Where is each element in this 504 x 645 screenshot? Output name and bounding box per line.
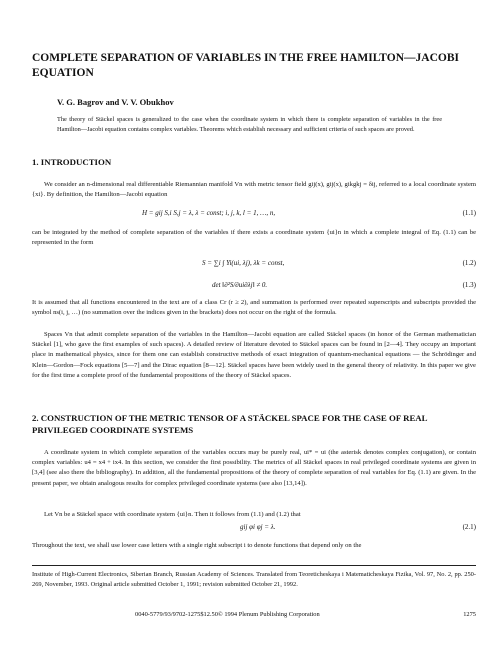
page-number: 1275 [463, 611, 476, 618]
section-1-paragraph-1: We consider an n-dimensional real differentiable Riemannian manifold Vn with metric tensor field gij(x), gij(x), gikgkj = δij, referred to a local coordinate system {xi}. By definition, the Hamilton—Jacobi equation [32, 181, 476, 199]
equation-1-2-expression: S = ∑i ∫ Yi(ui, λj), λk = const, [202, 259, 285, 267]
equation-1-1 [32, 209, 476, 223]
abstract: The theory of Stäckel spaces is generalized to the case when the coordinate system in which there is complete separation of variables in the free Hamilton—Jacobi equation contains complex variables. Theorems which establish necessary and sufficient criteria of such spaces are proved. [57, 116, 442, 133]
equation-1-2 [32, 259, 476, 273]
paper-authors: V. G. Bagrov and V. V. Obukhov [57, 97, 174, 107]
copyright-line: 0040-5779/93/9702-1275$12.50© 1994 Plenum Publishing Corporation [135, 611, 320, 618]
section-2-heading: 2. CONSTRUCTION OF THE METRIC TENSOR OF A STÄCKEL SPACE FOR THE CASE OF REAL PRIVILEGED COORDINATE SYSTEMS [32, 413, 428, 435]
section-2-paragraph-2: Let Vn be a Stäckel space with coordinate system {ui}n. Then it follows from (1.1) and (1.2) that [44, 511, 301, 518]
section-1-heading: 1. INTRODUCTION [32, 157, 112, 167]
section-1-paragraph-3: It is assumed that all functions encountered in the text are of a class Cr (r ≥ 2), and summation is performed over repeated superscripts and subscripts provided the symbol ns(i, j, …) (no summation over the indices given in the brackets) does not occur on the right of the formula. [32, 299, 476, 317]
equation-1-1-number: (1.1) [462, 209, 476, 217]
footnote-divider [32, 565, 476, 566]
equation-2-1-number: (2.1) [462, 523, 476, 531]
section-2-paragraph-3: Throughout the text, we shall use lower case letters with a single right subscript i to denote functions that depend only on the [32, 542, 362, 549]
section-1-paragraph-2: can be integrated by the method of complete separation of the variables if there exists a coordinate system {ui}n in which a complete integral of Eq. (1.1) can be represented in the form [32, 229, 476, 247]
section-1-paragraph-4: Spaces Vn that admit complete separation of the variables in the Hamilton—Jacobi equation are called Stäckel spaces (in honor of the German mathematician Stäckel [1], who gave the first examples of such spaces). A detailed review of literature devoted to Stäckel spaces can be found in [2—4]. They occupy an important place in mathematical physics, since for them one can establish constructive methods of exact integration of quantum-mechanical equations — the Schrödinger and Klein—Gordon—Fock equations [5—7] and the Dirac equation [8—12]. Stäckel spaces have been widely used in the general theory of relativity. In this paper we give for the first time a complete proof of the fundamental propositions of the theory of Stäckel spaces. [32, 331, 476, 379]
equation-1-3-expression: det ‖∂²S/∂ui∂λj‖ ≠ 0. [212, 281, 268, 289]
equation-1-2-number: (1.2) [462, 259, 476, 267]
equation-1-1-expression: H = gij S,i S,j = λ, λ = const; i, j, k, l = 1, …, n, [142, 209, 276, 217]
section-2-paragraph-1: A coordinate system in which complete separation of the variables occurs may be purely real, ui* = ui (the asterisk denotes complex conjugation), or contain complex variables: u4 = x4 + ix4. In this section, we consider the first possibility. The metrics of all Stäckel spaces in real privileged coordinate systems are given in [3,4] (see also there the bibliography). In addition, all the fundamental propositions of the theory of complete separation of real variables for Eq. (1.1) are given. In the present paper, we obtain analogous results for complex privileged coordinate systems (see also [13,14]). [32, 449, 476, 487]
equation-2-1 [32, 523, 476, 537]
equation-1-3 [32, 281, 476, 295]
footnote: Institute of High-Current Electronics, Siberian Branch, Russian Academy of Sciences. Translated from Teoreticheskaya i Matematicheskaya Fizika, Vol. 97, No. 2, pp. 250-269, November, 1993. Original article submitted October 1, 1991; revision submitted October 21, 1992. [32, 571, 476, 588]
equation-1-3-number: (1.3) [462, 281, 476, 289]
equation-2-1-expression: gij φi φj = λ. [240, 523, 276, 531]
paper-title: COMPLETE SEPARATION OF VARIABLES IN THE FREE HAMILTON—JACOBI EQUATION [32, 52, 459, 79]
